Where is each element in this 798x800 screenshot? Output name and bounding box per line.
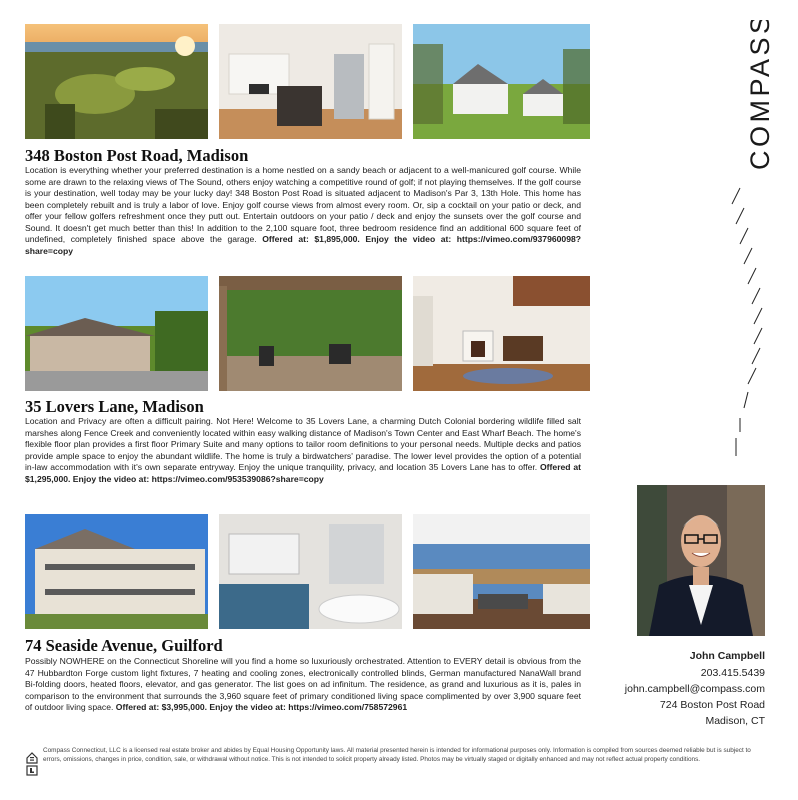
listing-1-body: Location is everything whether your preferred destination is a home nestled on a sandy beach or adjacent to a well-manicured golf course. While some are drawn to the relaxing views of The Sound, others enjoy watching a competitive round of golf; if not playing themselves. If the golf course is your destination, well today may be your lucky day! 348 Boston Post Road is situated adjacent to Madison's Par 3, 13th Hole. This home has been completely rebuilt and is truly a labor of love. Enjoy golf course views from almost every room. Or, sip a cocktail on your patio or deck, and offer your fellow golfers refreshment once they putt out. Entertain outdoors on your patio / deck and enjoy the sunsets over the golf course and Sound. It doesn't get much better than this! In addition to the 2,100 square foot, three bedroom residence find an additional 600 square feet of undefined, completely finished space above the garage. <box>25 165 581 244</box>
photo-aerial-golf-course <box>25 24 208 139</box>
photo-seaside-exterior <box>25 514 208 629</box>
photo-bathroom <box>219 514 402 629</box>
agent-email[interactable]: john.campbell@compass.com <box>624 683 765 695</box>
equal-housing-icon <box>26 752 38 776</box>
listing-2-offer: Offered at $1,295,000. Enjoy the video at: https://vimeo.com/953539086?share=copy <box>25 462 581 484</box>
listing-1-description <box>25 165 581 257</box>
compass-logo-text: COMPASS <box>745 20 775 170</box>
photo-dining-room <box>413 276 590 391</box>
listing-1-offer: Offered at: $1,895,000. Enjoy the video at: https://vimeo.com/937960098?share=copy <box>25 234 581 256</box>
photo-pergola-deck <box>219 276 402 391</box>
listing-1-title: 348 Boston Post Road, Madison <box>25 146 249 165</box>
listing-3-title: 74 Seaside Avenue, Guilford <box>25 636 223 655</box>
agent-address: 724 Boston Post Road <box>659 699 765 711</box>
listing-2-body: Location and Privacy are often a difficult pairing. Not Here! Welcome to 35 Lovers Lane, a charming Dutch Colonial bordering wildlife filled salt marshes along Fence Creek and conveniently located within easy walking distance of Madison's Town Center and East Wharf Beach. The home's flexible floor plan provides a first floor Primary Suite and many options to tailor room definitions to your personal needs. Multiple decks and patios provide ample space to enjoy the abundant wildlife. The home is truly a birdwatchers' paradise. The lower level provides the option of a potential in-law accommodation with it's own separate entryway. Enjoy the unique tranquility, privacy, and location 35 Lovers Lane has to offer. <box>25 416 581 472</box>
legal-disclaimer: Compass Connecticut, LLC is a licensed real estate broker and abides by Equal Housing Opportunity laws. All material presented herein is intended for informational purposes only. Information is compiled from sources deemed reliable but is subject to errors, omissions, changes in price, condition, sale, or withdrawal without notice. This is not intended to solicit property already listed. Photos may be virtually staged or digitally enhanced and may not reflect actual property conditions. <box>43 747 751 763</box>
agent-phone[interactable]: 203.415.5439 <box>700 667 765 679</box>
agent-name: John Campbell <box>689 650 765 662</box>
photo-white-farmhouse <box>413 24 590 139</box>
photo-kitchen <box>219 24 402 139</box>
listing-3-body: Possibly NOWHERE on the Connecticut Shoreline will you find a home so luxuriously orchestrated. Attention to EVERY detail is obvious from the 47 Hubbardton Forge custom light fixtures, 7 heating and cooling zones, electronically controlled blinds, German manufactured NanaWall brand Bi-folding doors, heated floors, elevator, and gas generator. The list goes on ad infinitum. The residence, as grand and luxurious as it is, pales in comparison to the environment that surrounds the 3,960 square feet of primary conditioned living space complimented by over 3,900 square feet of outdoor living space. <box>25 656 581 712</box>
photo-covered-porch <box>413 514 590 629</box>
listing-3-description <box>25 656 581 714</box>
listing-2-title: 35 Lovers Lane, Madison <box>25 397 204 416</box>
listing-3-offer: Offered at: $3,995,000. Enjoy the video at: https://vimeo.com/758572961 <box>115 702 408 712</box>
agent-photo <box>637 485 765 636</box>
photo-dutch-colonial <box>25 276 208 391</box>
decorative-slash-lines <box>718 180 768 460</box>
compass-logo <box>713 20 798 180</box>
agent-city: Madison, CT <box>705 715 765 727</box>
listing-2-description <box>25 416 581 485</box>
